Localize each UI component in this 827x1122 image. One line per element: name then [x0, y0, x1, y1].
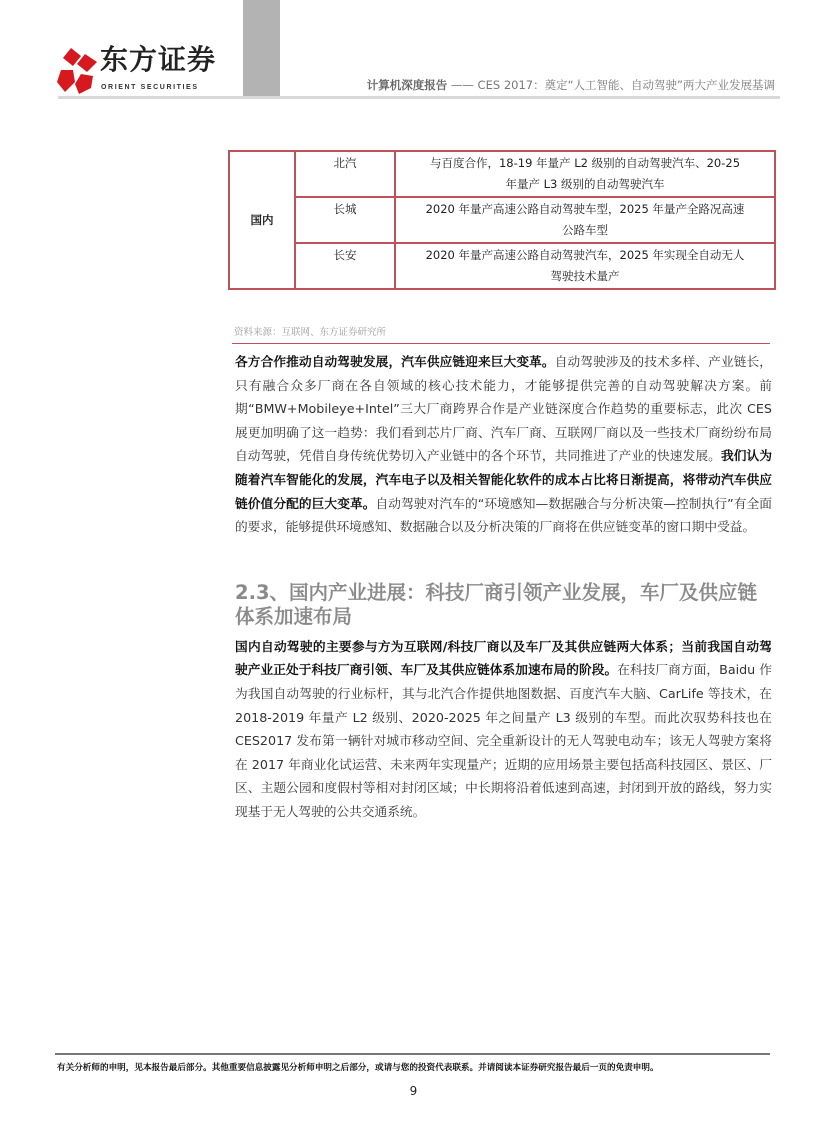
body-paragraph [235, 635, 772, 824]
plan-line: 与百度合作，18-19 年量产 L2 级别的自动驾驶汽车、20-25 [429, 156, 741, 170]
page-number: 9 [409, 1084, 418, 1098]
table-row [229, 151, 775, 197]
section-heading: 2.3、国内产业进展：科技厂商引领产业发展，车厂及供应链体系加速布局 [235, 580, 758, 628]
footer-disclaimer: 有关分析师的申明，见本报告最后部分。其他重要信息披露见分析师申明之后部分，或请与您的投资代表联系。并请阅读本证券研究报告最后一页的免责申明。 [57, 1063, 659, 1073]
body-paragraph [235, 350, 772, 539]
body-text: 自动驾驶涉及的技术多样、产业链长，只有融合众多厂商在各自领域的核心技术能力，才能够提供完善的自动驾驶解决方案。前期“BMW+Mobileye+Intel”三大厂商跨界合作是产业链深度合作趋势的重要标志，此次 CES 展更加明确了这一趋势：我们看到芯片厂商、汽车厂商、互联网厂商以及一些技术厂商纷纷布局自动驾驶，凭借自身传统优势切入产业链中的各个环节，共同推进了产业的快速发展。 [235, 354, 772, 464]
header-decor-bar [243, 0, 280, 97]
logo-company-name: 东方证券 [100, 43, 217, 76]
region-cell: 国内 [229, 151, 295, 289]
plan-cell [395, 151, 775, 197]
table-row [229, 243, 775, 289]
table-source-note: 资料来源：互联网、东方证券研究所 [234, 327, 387, 338]
logo-mark-icon [57, 48, 99, 94]
company-cell: 长城 [295, 197, 395, 243]
automaker-plans-table [228, 150, 776, 290]
report-header-title [367, 78, 775, 93]
source-divider [232, 343, 770, 344]
report-title: —— CES 2017：奠定“人工智能、自动驾驶”两大产业发展基调 [450, 78, 775, 92]
bold-lead: 各方合作推动自动驾驶发展，汽车供应链迎来巨大变革。 [235, 354, 555, 369]
logo-company-english: ORIENT SECURITIES [101, 84, 199, 91]
plan-line: 年量产 L3 级别的自动驾驶汽车 [505, 177, 665, 191]
report-type: 计算机深度报告 [366, 78, 448, 92]
body-text: 自动驾驶对汽车的“环境感知—数据融合与分析决策—控制执行”有全面的要求，能够提供环境感知、数据融合以及分析决策的厂商将在供应链变革的窗口期中受益。 [235, 495, 772, 535]
company-cell: 长安 [295, 243, 395, 289]
bold-lead: 国内自动驾驶的主要参与方为互联网/科技厂商以及车厂及其供应链两大体系；当前我国自动驾驶产业正处于科技厂商引领、车厂及其供应链体系加速布局的阶段。 [235, 638, 772, 678]
plan-cell [395, 243, 775, 289]
plan-line: 公路车型 [562, 223, 608, 237]
company-cell: 北汽 [295, 151, 395, 197]
footer-divider [55, 1053, 770, 1055]
plan-cell [395, 197, 775, 243]
report-body [228, 150, 776, 824]
plan-line: 驾驶技术量产 [550, 269, 620, 283]
body-text: 在科技厂商方面，Baidu 作为我国自动驾驶的行业标杆，其与北汽合作提供地图数据、百度汽车大脑、CarLife 等技术，在 2018-2019 年量产 L2 级别、2020-2025 年之间量产 L3 级别的车型。而此次驭势科技也在 CES2017 发布第一辆针对城市移动空间、完全重新设计的无人驾驶电动车；该无人驾驶方案将在 2017 年商业化试运营、未来两年实现量产；近期的应用场景主要包括高科技园区、景区、厂区、主题公园和度假村等相对封闭区域；中长期将沿着低速到高速，封闭到开放的路线，努力实现基于无人驾驶的公共交通系统。 [235, 662, 772, 819]
header-divider [58, 96, 780, 99]
plan-line: 2020 年量产高速公路自动驾驶汽车，2025 年实现全自动无人 [425, 248, 745, 262]
table-row [229, 197, 775, 243]
bold-emphasis: 我们认为随着汽车智能化的发展，汽车电子以及相关智能化软件的成本占比将日渐提高，将带动汽车供应链价值分配的巨大变革。 [235, 448, 773, 511]
company-logo [57, 44, 232, 98]
plan-line: 2020 年量产高速公路自动驾驶车型，2025 年量产全路况高速 [425, 202, 745, 216]
